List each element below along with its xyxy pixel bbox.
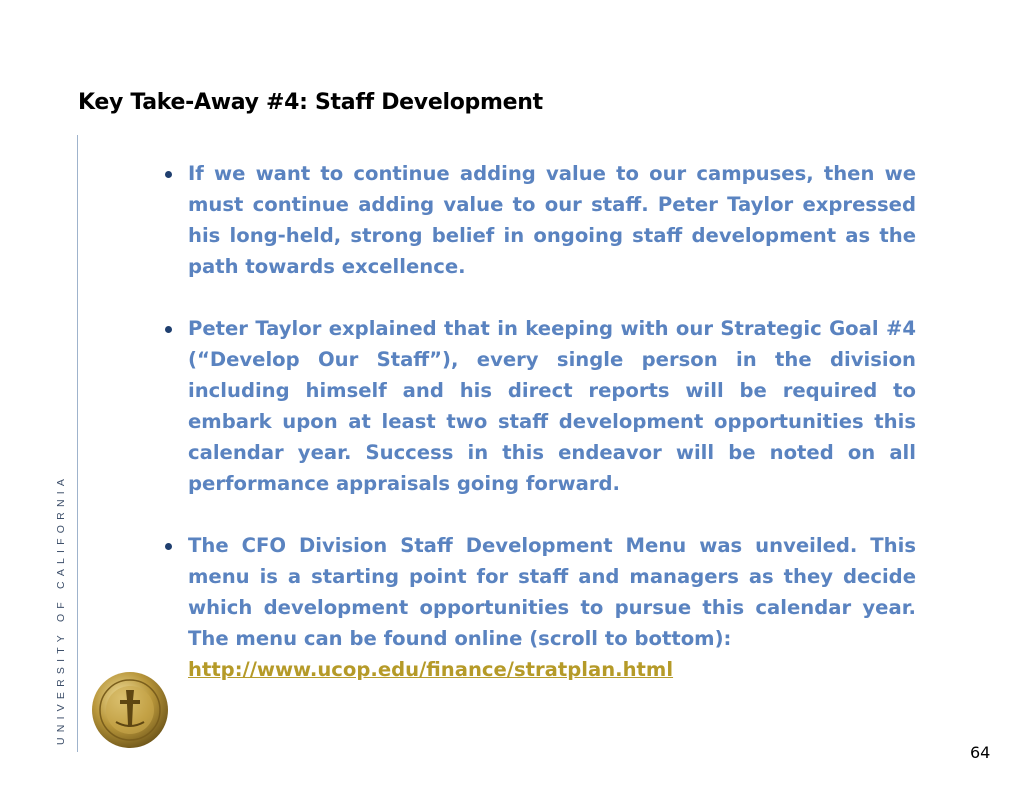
- bullet-dot-icon: [165, 171, 172, 178]
- bullet-text: The CFO Division Staff Development Menu was unveiled. This menu is a starting point for staff and managers as they decide which development opportunities to pursue this calendar year. The menu can be found online (scroll to bottom):: [188, 534, 916, 650]
- sidebar-divider: [77, 135, 78, 752]
- bullet-item: [162, 158, 916, 282]
- university-name: UNIVERSITY OF CALIFORNIA: [55, 473, 67, 745]
- stratplan-link[interactable]: http://www.ucop.edu/finance/stratplan.html: [188, 658, 674, 681]
- bullet-item: [162, 530, 916, 685]
- bullet-dot-icon: [165, 326, 172, 333]
- university-seal-logo: [90, 670, 170, 750]
- page-number: 64: [970, 743, 991, 762]
- bullet-item: [162, 313, 916, 499]
- bullet-dot-icon: [165, 543, 172, 550]
- bullet-list: [162, 158, 916, 716]
- bullet-text: If we want to continue adding value to our campuses, then we must continue adding value to our staff. Peter Taylor expressed his long-held, strong belief in ongoing staff development as the path towards excellence.: [188, 162, 916, 278]
- bullet-text: Peter Taylor explained that in keeping with our Strategic Goal #4 (“Develop Our Staff”), every single person in the division including himself and his direct reports will be required to embark upon at least two staff development opportunities this calendar year. Success in this endeavor will be noted on all performance appraisals going forward.: [188, 317, 916, 495]
- slide-title: Key Take-Away #4: Staff Development: [78, 90, 543, 115]
